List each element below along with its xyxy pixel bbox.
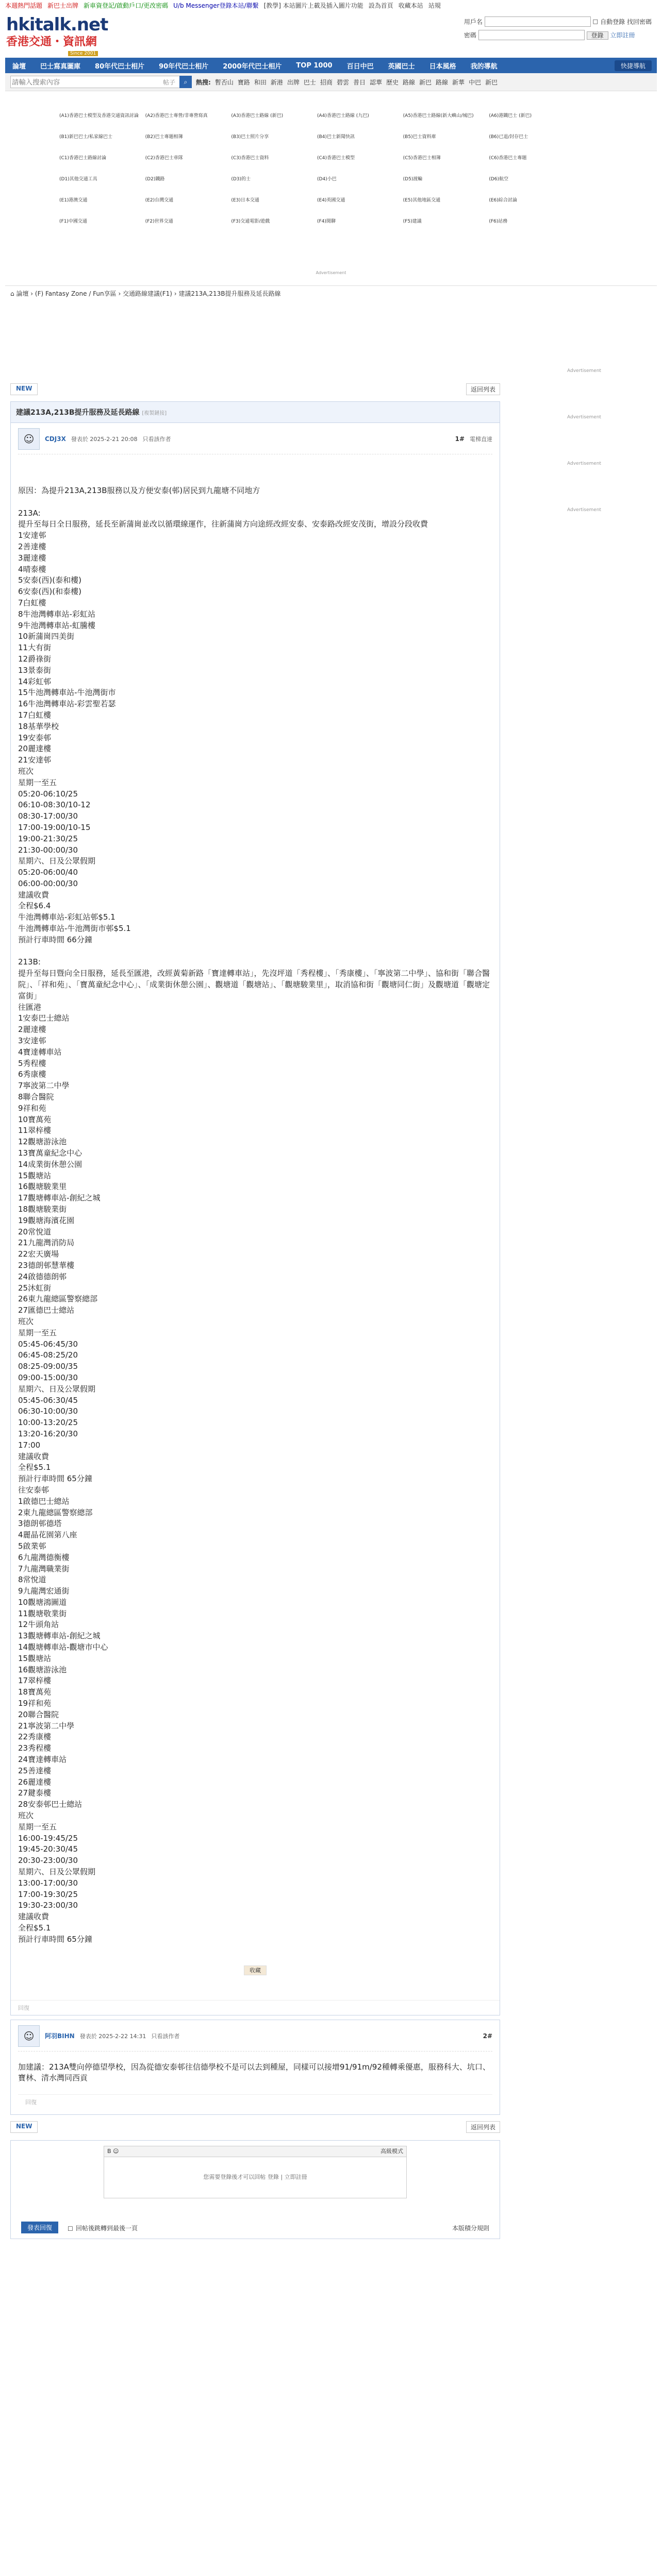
sidebar-ad-4: Advertisement [567,507,602,513]
nav-item[interactable]: 80年代巴士相片 [95,62,145,71]
only-author-link[interactable]: 只看該作者 [142,436,171,443]
hot-keyword[interactable]: 巴士 [303,78,316,86]
forum-link[interactable]: (F2)世界交通 [145,219,173,224]
sidebar-ad-2: Advertisement [567,415,602,420]
forum-link[interactable]: (A5)香港巴士路線(新大嶼山/城巴) [403,113,474,118]
forum-link[interactable]: (C3)香港巴士資料 [231,156,269,161]
forum-link[interactable]: (A1)香港巴士模型及香港交通資訊討論 [59,113,139,118]
password-label: 密碼 [464,31,476,39]
forum-link[interactable]: (D4)小巴 [317,177,337,182]
forum-link[interactable]: (F4)閒聊 [317,219,336,224]
forum-link[interactable]: (F3)交通電影/遊戲 [231,219,270,224]
search-bar [5,73,657,91]
copy-link[interactable]: [複製鏈接] [142,411,167,416]
hot-keyword[interactable]: 路線 [403,78,416,86]
nav-item[interactable]: 巴士寫真圖庫 [40,62,81,71]
reply-link[interactable]: 回復 [11,2000,500,2015]
jump-label: 回帖後跳轉到最後一頁 [76,2225,138,2232]
post-time: 發表於 2025-2-22 14:31 [79,2032,146,2040]
logo-tag: Since 2001 [68,51,98,56]
avatar[interactable]: ☺ [18,428,40,450]
hot-keyword[interactable]: 歷史 [386,78,399,86]
auto-login-checkbox[interactable]: ☐ [592,18,599,26]
forum-link[interactable]: (F6)站務 [489,219,508,224]
topbar-link[interactable]: 收藏本站 [398,2,423,9]
nav-item[interactable]: 百日中巴 [346,62,374,71]
new-post-button[interactable]: NEW [10,383,38,395]
editor-mode[interactable]: 高級模式 [380,2148,403,2155]
topbar-link[interactable]: 站規 [428,2,441,9]
auto-login-label: 自動登錄 [600,18,625,26]
submit-reply-button[interactable]: 發表回復 [21,2222,58,2233]
logo-name: hkitalk.net [6,14,108,35]
post-floor: 1# [455,435,465,443]
forum-link[interactable]: (B1)新巴巴士/私家線巴士 [59,134,112,140]
rules-link[interactable]: 本版積分規則 [452,2225,489,2232]
back-to-list-button[interactable]: 返回列表 [466,383,500,395]
hot-label: 熱搜: [196,78,211,86]
thread-title-bar [11,402,500,423]
forum-link[interactable]: (E6)綜合討論 [489,198,517,203]
forum-link[interactable]: (D6)航空 [489,177,509,182]
hot-keyword[interactable]: 新港 [270,78,283,86]
forum-link[interactable]: (E3)日本交通 [231,198,259,203]
post-author[interactable]: CDJ3X [45,435,66,443]
forum-link[interactable]: (F5)建議 [403,219,422,224]
hot-keyword[interactable]: 和田 [254,78,267,86]
search-input[interactable] [10,76,184,88]
header [0,11,662,58]
post-author[interactable]: 阿羽BIHN [45,2032,75,2040]
topbar-link[interactable]: 新巴士出牌 [47,2,79,9]
hot-keyword[interactable]: 出牌 [287,78,300,86]
topbar-link[interactable]: 本週熱門話題 [5,2,43,9]
jump-checkbox[interactable]: ☐ [68,2225,73,2233]
forum-link[interactable]: (D3)的士 [231,177,251,182]
thread-main [10,381,500,2239]
thread-title: 建議213A,213B提升服務及延長路線 [16,409,140,417]
thread-post [10,401,500,2015]
nav-item[interactable]: 英國巴士 [388,62,415,71]
forum-link[interactable]: (C1)香港巴士路線討論 [59,156,107,161]
topbar-link[interactable]: U/b Messenger登錄本站/聯繫 [173,2,259,9]
forum-link[interactable]: (A6)港鐵巴士 (新巴) [489,113,532,118]
breadcrumb-text[interactable]: 論壇 › (F) Fantasy Zone / Fun享區 › 交通路線建議(F1) › 建議213A,213B提升服務及延長路線 [16,290,281,297]
hot-keyword[interactable]: 碧雲 [336,78,349,86]
forgot-password-link[interactable]: 找回密碼 [626,18,652,26]
nav-item[interactable]: 論壇 [12,62,26,71]
reply-post [10,2020,500,2115]
forum-link[interactable]: (A4)香港巴士路線 (九巴) [317,113,369,118]
favorite-button[interactable]: 收藏 [244,1965,267,1975]
smiley-icon[interactable]: ☺ [113,2148,119,2155]
hot-keyword[interactable]: 路線 [436,78,449,86]
nav-item[interactable]: 日本風格 [429,62,456,71]
forum-link[interactable]: (D1)其他交通工具 [59,177,97,182]
reply-editor [10,2140,500,2239]
nav-item[interactable]: TOP 1000 [296,61,333,70]
forum-link[interactable]: (C2)香港巴士車隊 [145,156,183,161]
search-icon[interactable]: ⌕ [179,76,192,88]
forum-link[interactable]: (D5)渡輪 [403,177,423,182]
hot-keyword[interactable]: 暫否山 [214,78,234,86]
ad-label: Advertisement [316,270,346,275]
post-body: 原因：為提升213A,213B服務以及方便安泰(邨)居民到九龍塘不同地方 213A: 提升至每日全日服務，延長至新蒲崗並改以循環線運作，往新蒲崗方向途經改經安泰、安泰路改經安茂街，增設分段收費 1安達邨 2善達樓 3麗達樓 4晴泰樓 5安泰(西)(泰和樓) 6安泰(西)(和泰樓) 7白虹樓 8牛池灣轉車站-彩虹站 9牛池灣轉車站-虹騰樓 10新蒲崗四美街 11大有街 12爵祿街 13景泰街 14彩虹邨 15牛池灣轉車站-牛池灣街市 16牛池灣轉車站-彩雲聖若瑟 17白虹樓 18基華學校 19安泰邨 20麗達樓 21安達邨 班次 星期一至五 05:20-06:10/25 06:10-08:30/10-12 08:30-17:00/30 17:00-19:00/10-15 19:00-21:30/25 21:30-00:00/30 星期六、日及公眾假期 05:20-06:00/40 06:00-00:00/30 建議收費 全程$6.4 牛池灣轉車站-彩虹站邨$5.1 牛池灣轉車站-牛池灣街市邨$5.1 預計行車時間 66分鐘 213B: 提升至每日暨向全日服務，延長至匯港，改經黃菊新路「寶達轉車站」，先沒坪道「秀程樓」、「秀康樓」、「寧波第二中學」、協和街「聯合醫院」、「祥和苑」、「寶萬童紀念中心」、「成業街休憩公園」、觀塘道「觀塘站」、「觀塘駿業里」，取消協和街「觀塘同仁街」及觀塘道「觀塘定富街」 往匯港 1安泰巴士總站 2麗達樓 3安達邨 4寶達轉車站 5秀程樓 6秀康樓 7寧波第二中學 8聯合醫院 9祥和苑 10寶萬苑 11翠梓樓 12觀塘游泳池 13寶萬童紀念中心 14成業街休憩公園 15觀塘站 16觀塘駿業里 17觀塘轉車站-創紀之城 18觀塘駿業街 19觀塘海濱花園 20常悅道 21九龍灣消防局 22宏天廣場 23德朗邨慧華樓 24啟德德朗邨 25沐虹街 26東九龍總區警察總部 27匯德巴士總站 班次 星期一至五 05:45-06:45/30 06:45-08:25/20 08:25-09:00/35 09:00-15:00/30 星期六、日及公眾假期 05:45-06:30/45 06:30-10:00/30 10:00-13:20/25 13:20-16:20/30 17:00 建議收費 全程$5.1 預計行車時間 65分鐘 往安泰邨 1啟德巴士總站 2東九龍總區警察總部 3德朗邨德塔 4麗晶花園第八座 5啟業邨 6九龍灣德衡樓 7九龍灣職業街 8常悅道 9九龍灣宏通街 10觀塘鴻圖道 11觀塘敬業街 12牛頭角站 13觀塘轉車站-創紀之城 14觀塘轉車站-觀塘市中心 15觀塘站 16觀塘游泳池 17翠梓樓 18寶萬苑 19祥和苑 20聯合醫院 21寧波第二中學 22秀康樓 23秀程樓 24寶達轉車站 25善達樓 26麗達樓 27鍵泰樓 28安泰邨巴士總站 班次 星期一至五 16:00-19:45/25 19:45-20:30/45 20:30-23:00/30 星期六、日及公眾假期 13:00-17:00/30 17:00-19:30/25 19:30-23:00/30 建議收費 全程$5.1 預計行車時間 65分鐘 [18,486,490,1944]
only-author-link[interactable]: 只看該作者 [151,2032,180,2040]
editor-box[interactable] [104,2146,407,2198]
search-scope[interactable]: 帖子 [163,78,176,86]
post-floor: 2# [483,2032,492,2040]
forum-link[interactable]: (D2)鐵路 [145,177,165,182]
hot-keyword[interactable]: 中巴 [469,78,482,86]
forum-link[interactable]: (B2)巴士專題相簿 [145,134,183,140]
forum-link[interactable]: (E2)台灣交通 [145,198,174,203]
hot-keyword[interactable]: 寶路 [237,78,250,86]
hot-keyword[interactable]: 新巴 [419,78,432,86]
hot-keyword[interactable]: 新華 [452,78,465,86]
editor-toolbar [104,2146,406,2157]
bold-icon[interactable]: B [107,2148,111,2155]
hot-keyword[interactable]: 普日 [353,78,366,86]
hot-keyword[interactable]: 招商 [320,78,333,86]
forum-link[interactable]: (B5)巴士資料庫 [403,134,436,140]
sidebar-ad-1: Advertisement [567,368,602,374]
password-input[interactable] [478,30,585,40]
forum-link[interactable]: (E4)英國交通 [317,198,345,203]
logo-sub: 香港交通・資訊網 [6,36,97,48]
avatar[interactable]: ☺ [18,2025,40,2047]
forum-link[interactable]: (A2)香港巴士專營/非專營寫真 [145,113,208,118]
hot-keyword[interactable]: 認華 [369,78,382,86]
sidebar-ads [567,368,650,554]
forum-link[interactable]: (F1)中國交通 [59,219,87,224]
back-to-list-button[interactable]: 返回列表 [466,2121,500,2133]
post-time: 發表於 2025-2-21 20:08 [71,436,138,443]
register-link[interactable]: 立即註冊 [610,31,635,39]
forum-link[interactable]: (E1)港澳交通 [59,198,88,203]
new-post-button[interactable]: NEW [10,2121,38,2133]
login-button[interactable]: 登錄 [587,31,608,40]
username-input[interactable] [485,16,591,27]
topbar-link[interactable]: [教學] 本站圖片上載及插入圖片功能 [263,2,363,9]
main-nav [5,58,657,73]
username-label: 用戶名 [464,18,483,26]
forum-link[interactable]: (E5)其他地區交通 [403,198,441,203]
hot-keyword[interactable]: 新巴 [485,78,498,86]
site-logo[interactable] [6,14,130,56]
forum-link[interactable]: (B4)巴士新聞快訊 [317,134,355,140]
post-1 [11,423,500,2000]
post-body: 加建議：213A雙向停德望學校，因為從德安泰邨往信德學校不是可以去到種屋，同樣可以接增91/91m/92種轉乘優惠，服務科大、坑口、寶林、清水灣同西貢 [18,2062,490,2083]
reply-link[interactable]: 回復 [18,2094,492,2109]
sidebar-ad-3: Advertisement [567,461,602,466]
topbar-link[interactable]: 設為首頁 [368,2,393,9]
login-hint[interactable]: 您需要登錄後才可以回帖 登錄 | 立即註冊 [203,2174,307,2181]
nav-item[interactable]: 2000年代巴士相片 [223,62,282,71]
home-icon[interactable]: ⌂ [10,290,14,297]
login-box [464,16,652,43]
quick-nav-button[interactable]: 快捷導航 [615,60,652,71]
topbar-link[interactable]: 新車資登記/啟動戶口/更改密碼 [84,2,169,9]
nav-item[interactable]: 90年代巴士相片 [159,62,209,71]
forum-link[interactable]: (A3)香港巴士路線 (新巴) [231,113,284,118]
forum-link[interactable]: (B3)巴士照片分享 [231,134,269,140]
nav-item[interactable]: 我的導航 [470,62,498,71]
forum-link-grid [59,112,575,224]
topbar [0,0,662,11]
floor-jump[interactable]: 電梯直達 [470,436,492,443]
breadcrumb [5,285,657,301]
forum-link[interactable]: (B6)已退/封存巴士 [489,134,528,140]
forum-link[interactable]: (C4)香港巴士模型 [317,156,355,161]
forum-link[interactable]: (C6)香港巴士專題 [489,156,527,161]
forum-link[interactable]: (C5)香港巴士相簿 [403,156,441,161]
hot-keywords [215,78,502,87]
